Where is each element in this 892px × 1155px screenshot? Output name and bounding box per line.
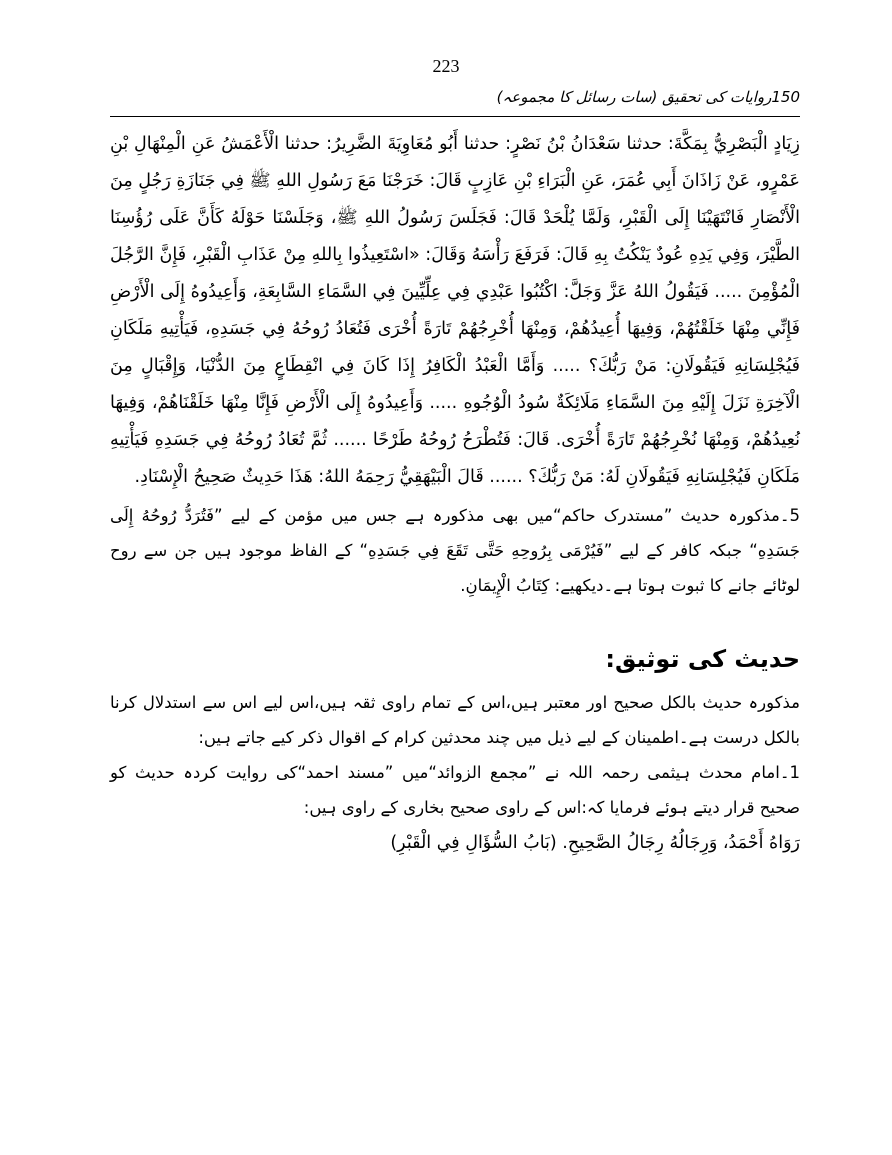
- authentication-item-1-quote: رَوَاهُ أَحْمَدُ، وَرِجَالُهُ رِجَالُ الصَّحِيحِ. (بَابُ السُّؤَالِ فِي الْقَبْرِ): [390, 833, 800, 853]
- section-heading-authentication: حدیث کی توثیق:: [605, 645, 800, 673]
- authentication-item-1: 1۔امام محدث ہیثمی رحمہ اللہ نے ”مجمع الزوائد“میں ”مسند احمد“کی روایت کردہ حدیث کو صحیح قرار دیتے ہوئے فرمایا کہ:اس کے راوی صحیح بخاری کے راوی ہیں:: [110, 763, 800, 817]
- authentication-intro: مذکورہ حدیث بالکل صحیح اور معتبر ہیں،اس کے تمام راوی ثقہ ہیں،اس لیے اس سے استدلال کرنا بالکل درست ہے۔اطمینان کے لیے ذیل میں چند محدثین کرام کے اقوال ذکر کیے جاتے ہیں:: [110, 693, 800, 747]
- page-number: 223: [432, 56, 460, 76]
- running-header: 150روایات کی تحقیق (سات رسائل کا مجموعہ): [496, 88, 800, 106]
- header-divider: [110, 116, 800, 117]
- page-body: [110, 126, 800, 861]
- hadith-arabic-text: زِيَادٍ الْبَصْرِيُّ بِمَكَّةَ: حدثنا سَعْدَانُ بْنُ نَصْرٍ: حدثنا أَبُو مُعَاوِيَةَ الضَّرِيرُ: حدثنا الْأَعْمَشُ عَنِ الْمِنْهَالِ بْنِ عَمْرٍو، عَنْ زَاذَانَ أَبِي عُمَرَ، عَنِ الْبَرَاءِ بْنِ عَازِبٍ قَالَ: خَرَجْنَا مَعَ رَسُولِ اللهِ ﷺ فِي جَنَازَةِ رَجُلٍ مِنَ الْأَنْصَارِ فَانْتَهَيْنَا إِلَى الْقَبْرِ، وَلَمَّا يُلْحَدْ قَالَ: فَجَلَسَ رَسُولُ اللهِ ﷺ، وَجَلَسْنَا حَوْلَهُ كَأَنَّ عَلَى رُؤُسِنَا الطَّيْرَ، وَفِي يَدِهِ عُودٌ يَنْكُتُ بِهِ قَالَ: فَرَفَعَ رَأْسَهُ وَقَالَ: «اسْتَعِيذُوا بِاللهِ مِنْ عَذَابِ الْقَبْرِ، فَإِنَّ الرَّجُلَ الْمُؤْمِنَ ..... فَيَقُولُ اللهُ عَزَّ وَجَلَّ: اكْتُبُوا عَبْدِي فِي عِلِّيِّينَ فِي السَّمَاءِ السَّابِعَةِ، وَأَعِيدُوهُ إِلَى الْأَرْضِ فَإِنِّي مِنْهَا خَلَقْتُهُمْ، وَفِيهَا أُعِيدُهُمْ، وَمِنْهَا أُخْرِجُهُمْ تَارَةً أُخْرَى فَتُعَادُ رُوحُهُ فِي جَسَدِهِ، فَيَأْتِيهِ مَلَكَانِ فَيُجْلِسَانِهِ فَيَقُولَانِ: مَنْ رَبُّكَ؟ ..... وَأَمَّا الْعَبْدُ الْكَافِرُ إِذَا كَانَ فِي انْقِطَاعٍ مِنَ الدُّنْيَا، وَإِقْبَالٍ مِنَ الْآخِرَةِ نَزَلَ إِلَيْهِ مِنَ السَّمَاءِ مَلَائِكَةٌ سُودُ الْوُجُوهِ ..... وَأَعِيدُوهُ إِلَى الْأَرْضِ فَإِنَّا مِنْهَا خَلَقْنَاهُمْ، وَفِيهَا نُعِيدُهُمْ، وَمِنْهَا نُخْرِجُهُمْ تَارَةً أُخْرَى. قَالَ: فَتُطْرَحُ رُوحُهُ طَرْحًا ...... ثُمَّ تُعَادُ رُوحُهُ فِي جَسَدِهِ فَيَأْتِيهِ مَلَكَانِ فَيُجْلِسَانِهِ فَيَقُولَانِ لَهُ: مَنْ رَبُّكَ؟ ...... قَالَ الْبَيْهَقِيُّ رَحِمَهُ اللهُ: هَذَا حَدِيثٌ صَحِيحُ الْإِسْنَادِ.: [110, 134, 800, 487]
- point-5-paragraph: 5۔مذکورہ حدیث ”مستدرک حاکم“میں بھی مذکورہ ہے جس میں مؤمن کے لیے ”فَتُرَدُّ رُوحُهُ إِلَى جَسَدِهِ“ جبکہ کافر کے لیے ”فَيُرْمَى بِرُوحِهِ حَتَّى تَقَعَ فِي جَسَدِهِ“ کے الفاظ موجود ہیں جن سے روح لوٹائے جانے کا ثبوت ہوتا ہے۔دیکھیے: كِتَابُ الْإِيمَانِ.: [110, 506, 800, 595]
